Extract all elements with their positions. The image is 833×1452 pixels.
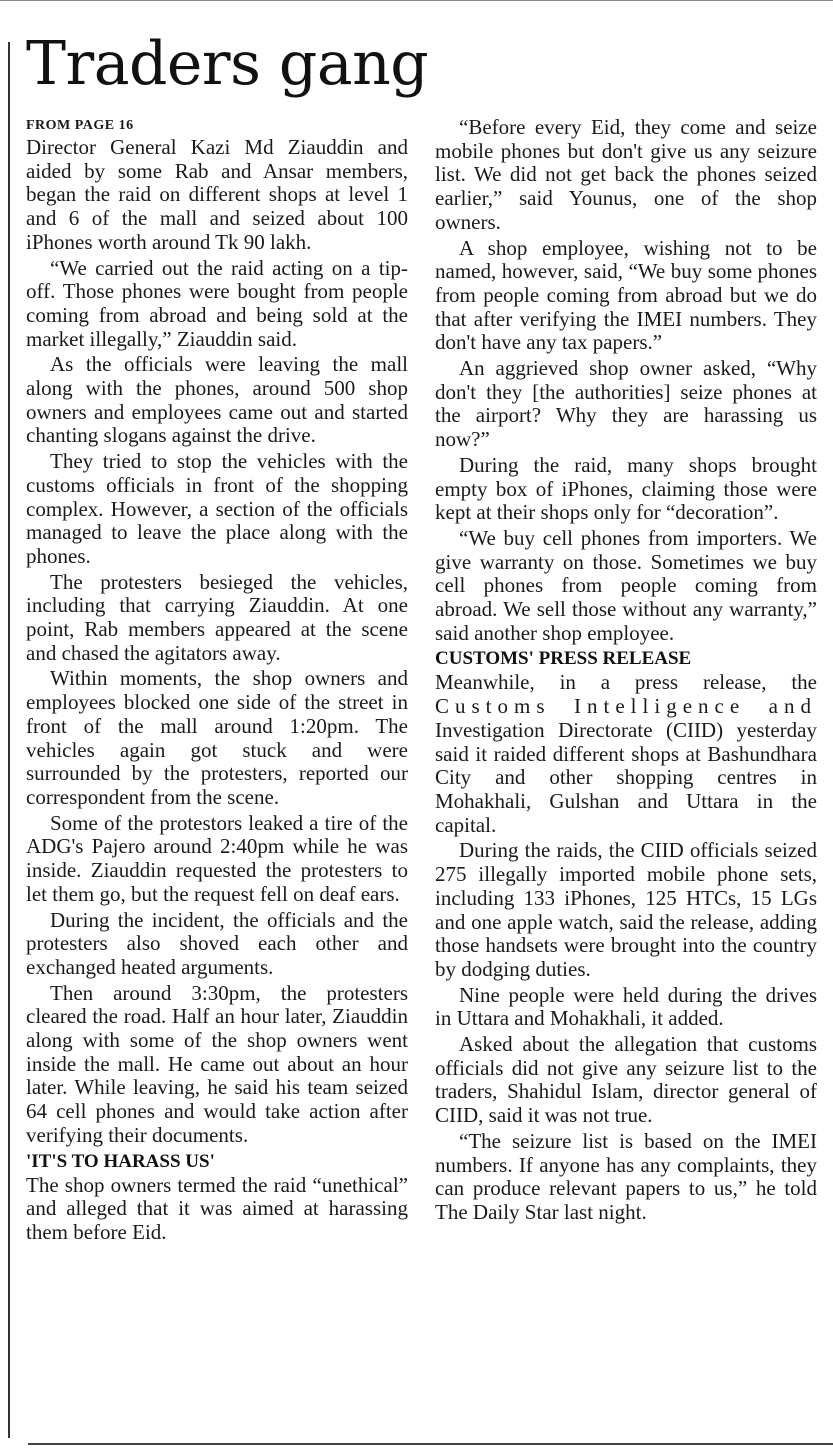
paragraph: Within moments, the shop owners and employees blocked one side of the street in front of the mall around 1:20pm. The vehicles again got stuck and were surrounded by the protesters, reported our correspondent from the scene. bbox=[26, 666, 408, 809]
paragraph: Nine people were held during the drives in Uttara and Mohakhali, it added. bbox=[435, 982, 817, 1031]
paragraph: Asked about the allegation that customs officials did not give any seizure list to the traders, Shahidul Islam, director general of CIID, said it was not true. bbox=[435, 1032, 817, 1128]
paragraph: A shop employee, wishing not to be named, however, said, “We buy some phones from people coming from abroad but we do that after verifying the IMEI numbers. They don't have any tax papers.” bbox=[435, 235, 817, 355]
paragraph: Then around 3:30pm, the protesters cleared the road. Half an hour later, Ziauddin along with some of the shop owners went inside the mall. He came out about an hour later. While leaving, he said his team seized 64 cell phones and would take action after verifying their documents. bbox=[26, 980, 408, 1147]
left-column-rule bbox=[8, 42, 10, 1438]
paragraph: Director General Kazi Md Ziauddin and aided by some Rab and Ansar members, began the raid on different shops at level 1 and 6 of the mall and seized about 100 iPhones worth around Tk 90 lakh. bbox=[26, 135, 408, 254]
right-column bbox=[435, 116, 817, 1227]
paragraph: During the raids, the CIID officials seized 275 illegally imported mobile phone sets, including 133 iPhones, 125 HTCs, 15 LGs and one apple watch, said the release, adding those handsets were brought into the country by dodging duties. bbox=[435, 838, 817, 981]
paragraph: The shop owners termed the raid “unethical” and alleged that it was aimed at harassing them before Eid. bbox=[26, 1172, 408, 1244]
left-column bbox=[26, 116, 408, 1247]
paragraph-rest: Investigation Directorate (CIID) yesterday said it raided different shops at Bashundhara City and other shopping centres in Mohakhali, Gulshan and Uttara in the capital. bbox=[435, 717, 817, 837]
paragraph: They tried to stop the vehicles with the customs officials in front of the shopping complex. However, a section of the officials managed to leave the place along with the phones. bbox=[26, 449, 408, 568]
paragraph: During the raid, many shops brought empty box of iPhones, claiming those were kept at their shops only for “decoration”. bbox=[435, 452, 817, 525]
headline: Traders gang bbox=[26, 29, 429, 99]
bottom-rule bbox=[28, 1443, 833, 1445]
kicker: FROM PAGE 16 bbox=[26, 118, 134, 133]
paragraph: As the officials were leaving the mall along with the phones, around 500 shop owners and employees came out and started chanting slogans against the drive. bbox=[26, 352, 408, 448]
paragraph: The protesters besieged the vehicles, including that carrying Ziauddin. At one point, Rab members appeared at the scene and chased the agitators away. bbox=[26, 569, 408, 665]
paragraph-spaced-line: Customs Intelligence and bbox=[435, 694, 817, 719]
paragraph: “Before every Eid, they come and seize mobile phones but don't give us any seizure list. We did not get back the phones seized earlier,” said Younus, one of the shop owners. bbox=[435, 115, 817, 234]
subhead-press-release: CUSTOMS' PRESS RELEASE bbox=[435, 648, 692, 670]
paragraph: During the incident, the officials and the protesters also shoved each other and exchanged heated arguments. bbox=[26, 907, 408, 979]
paragraph bbox=[435, 671, 817, 837]
paragraph: An aggrieved shop owner asked, “Why don't they [the authorities] seize phones at the airport? Why they are harassing us now?” bbox=[435, 356, 817, 452]
subhead-harass: 'IT'S TO HARASS US' bbox=[26, 1150, 215, 1172]
paragraph: “The seizure list is based on the IMEI numbers. If anyone has any complaints, they can produce relevant papers to us,” he told The Daily Star last night. bbox=[435, 1128, 817, 1224]
top-rule bbox=[0, 0, 833, 1]
paragraph: “We buy cell phones from importers. We give warranty on those. Sometimes we buy cell phones from people coming from abroad. We sell those without any warranty,” said another shop employee. bbox=[435, 525, 817, 645]
paragraph: Some of the protestors leaked a tire of the ADG's Pajero around 2:40pm while he was inside. Ziauddin requested the protesters to let them go, but the request fell on deaf ears. bbox=[26, 810, 408, 906]
paragraph-lead: Meanwhile, in a press release, the bbox=[435, 670, 817, 695]
paragraph: “We carried out the raid acting on a tip-off. Those phones were bought from people coming from abroad and being sold at the market illegally,” Ziauddin said. bbox=[26, 255, 408, 351]
